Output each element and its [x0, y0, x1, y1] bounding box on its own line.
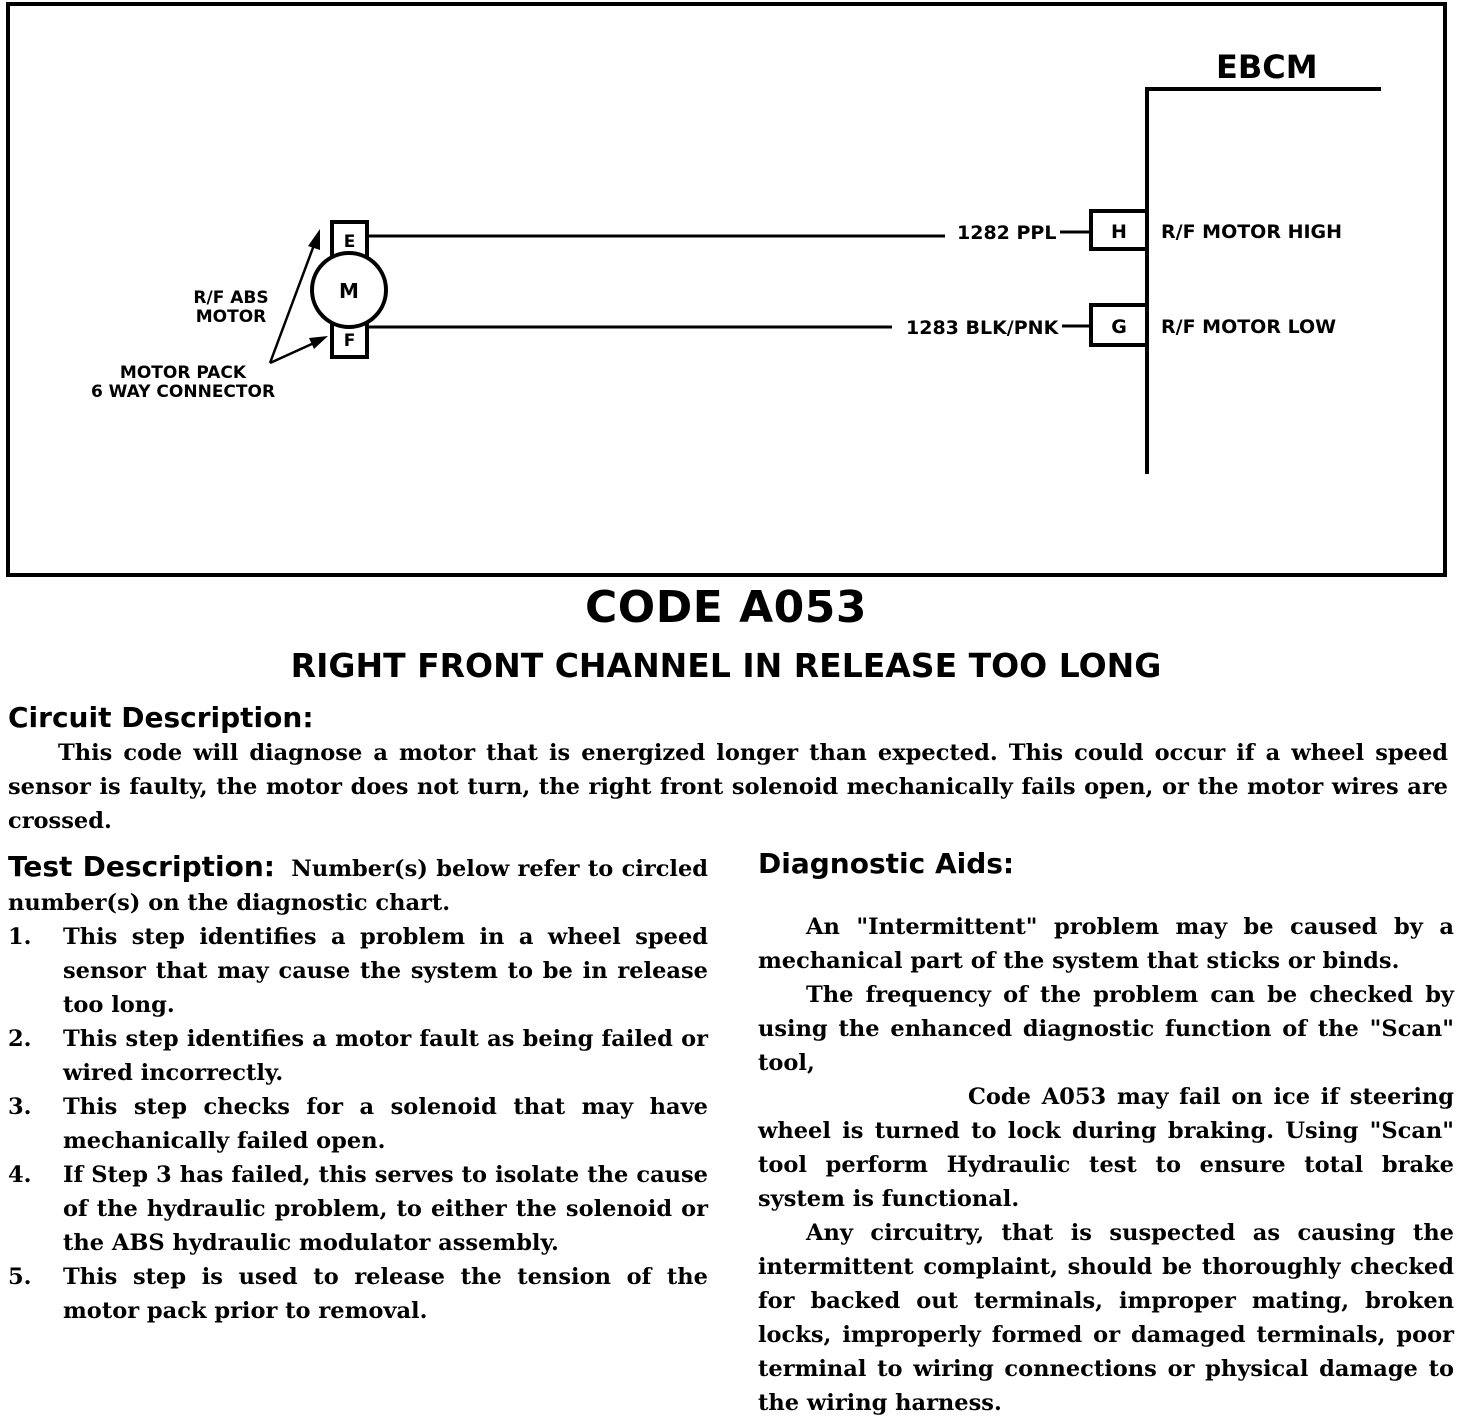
motor-pin-e: E: [343, 232, 356, 252]
test-step-number: 1.: [8, 924, 32, 950]
test-step: [8, 1260, 708, 1328]
circuit-description-section: [8, 700, 1448, 838]
test-step: [8, 1090, 708, 1158]
rf-abs-motor-label-line1: R/F ABS: [193, 288, 269, 308]
test-step-text: This step checks for a solenoid that may have mechanically failed open.: [63, 1094, 708, 1154]
wiring-diagram: [0, 0, 1472, 590]
motor-pack-connector-label-line2: 6 WAY CONNECTOR: [90, 382, 276, 402]
wire-1282-label: 1282 PPL: [957, 222, 1057, 244]
test-step-number: 2.: [8, 1026, 32, 1052]
ebcm-label: EBCM: [1216, 48, 1318, 86]
test-steps-list: [8, 920, 708, 1328]
motor-symbol: M: [339, 279, 359, 303]
diagnostic-aids-section: [758, 842, 1454, 1420]
diagnostic-aids-heading: Diagnostic Aids:: [758, 847, 1015, 880]
test-step-number: 4.: [8, 1162, 32, 1188]
circuit-description-text: This code will diagnose a motor that is energized longer than expected. This could occur if a wheel speed sensor is faulty, the motor does not turn, the right front solenoid mechanically fails open, or the motor wires are crossed.: [8, 740, 1448, 834]
ebcm-pin-g: G: [1111, 316, 1127, 338]
diagnostic-aids-paragraph: Code A053 may fail on ice if steering wheel is turned to lock during braking. Using "Scan" tool perform Hydraulic test to ensure total brake system is functional.: [758, 1084, 1454, 1212]
code-title: CODE A053: [585, 582, 867, 633]
diagnostic-aids-paragraph: An "Intermittent" problem may be caused by a mechanical part of the system that sticks or binds.: [758, 914, 1454, 974]
arrow-head-pin-e: [308, 229, 320, 250]
test-step: [8, 1022, 708, 1090]
arrow-head-pin-f: [309, 336, 328, 349]
test-step-text: This step identifies a motor fault as being failed or wired incorrectly.: [63, 1026, 708, 1086]
circuit-description-heading: Circuit Description:: [8, 701, 314, 734]
rf-motor-high-label: R/F MOTOR HIGH: [1161, 221, 1343, 243]
diagnostic-aids-paragraph: The frequency of the problem can be checked by using the enhanced diagnostic function of the "Scan" tool,: [758, 982, 1454, 1076]
test-step-number: 3.: [8, 1094, 32, 1120]
test-description-heading: Test Description:: [8, 850, 275, 883]
test-step-text: This step is used to release the tension of the motor pack prior to removal.: [63, 1264, 708, 1324]
diagnostic-aids-paragraph: Any circuitry, that is suspected as causing the intermittent complaint, should be thoroughly checked for backed out terminals, improper mating, broken locks, improperly formed or damaged terminals, poor terminal to wiring connections or physical damage to the wiring harness.: [758, 1220, 1454, 1416]
ebcm-pin-h: H: [1111, 221, 1127, 243]
code-subtitle: RIGHT FRONT CHANNEL IN RELEASE TOO LONG: [290, 646, 1162, 685]
test-step: [8, 920, 708, 1022]
motor-pack-connector-label-line1: MOTOR PACK: [119, 363, 247, 383]
wire-1283-label: 1283 BLK/PNK: [906, 317, 1059, 339]
rf-abs-motor-label-line2: MOTOR: [195, 307, 267, 327]
test-description-section: [8, 850, 708, 1328]
test-step: [8, 1158, 708, 1260]
test-step-number: 5.: [8, 1264, 32, 1290]
test-description-intro-block: [8, 850, 708, 920]
test-description-intro: Number(s) below refer to circled number(s) on the diagnostic chart.: [8, 856, 708, 916]
rf-motor-low-label: R/F MOTOR LOW: [1161, 316, 1337, 338]
test-step-text: This step identifies a problem in a wheel speed sensor that may cause the system to be in release too long.: [63, 924, 708, 1018]
test-step-text: If Step 3 has failed, this serves to isolate the cause of the hydraulic problem, to either the solenoid or the ABS hydraulic modulator assembly.: [63, 1162, 708, 1256]
motor-pin-f: F: [343, 331, 356, 351]
